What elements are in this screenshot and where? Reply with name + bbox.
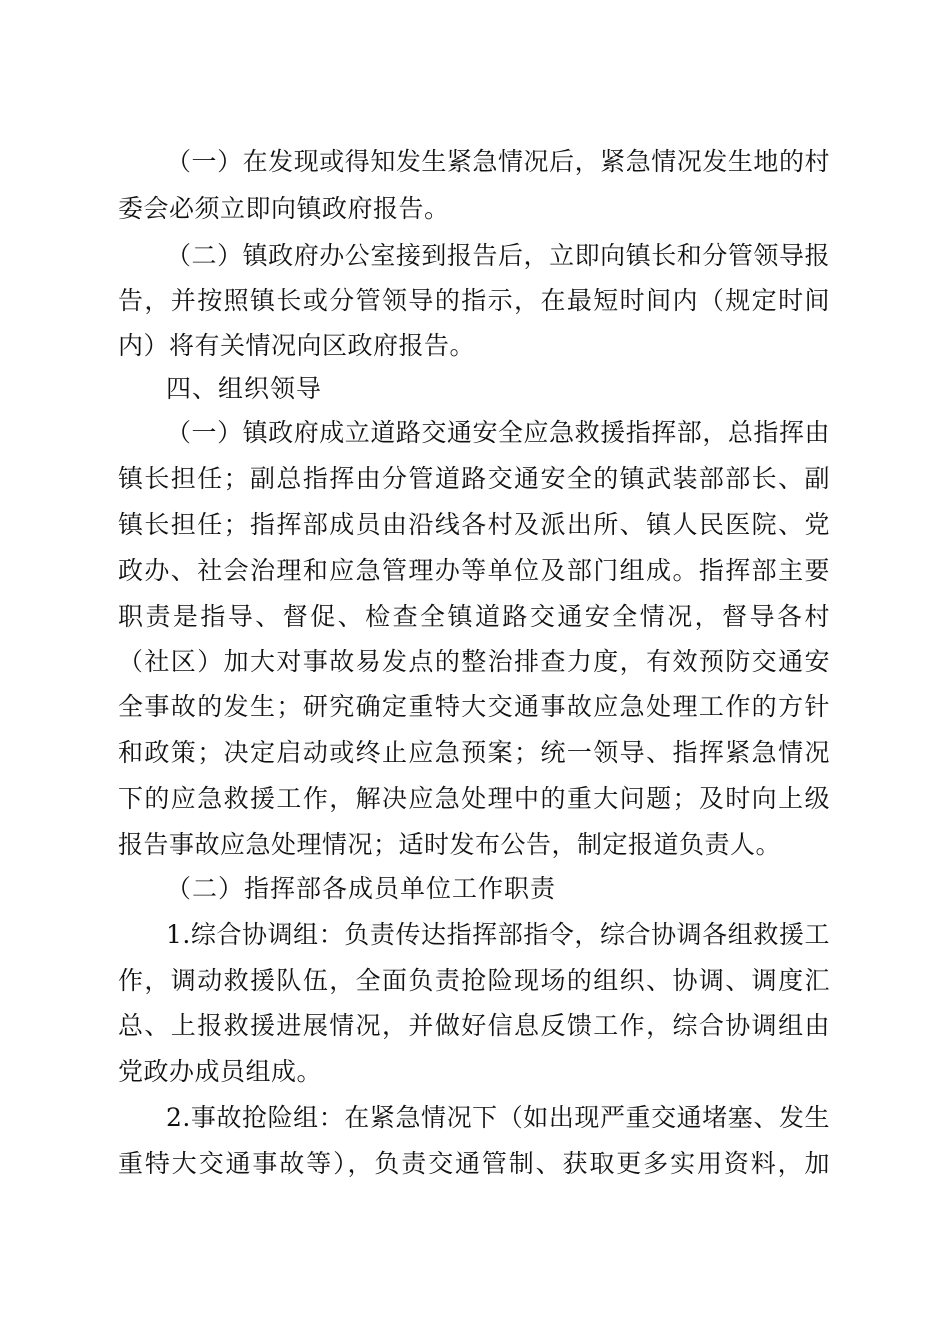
paragraph-line: 镇长担任；指挥部成员由沿线各村及派出所、镇人民医院、党 (118, 510, 830, 539)
paragraph-line: （二）镇政府办公室接到报告后，立即向镇长和分管领导报 (166, 241, 830, 270)
paragraph-line: （社区）加大对事故易发点的整治排查力度，有效预防交通安 (118, 647, 830, 676)
paragraph-line: 镇长担任；副总指挥由分管道路交通安全的镇武装部部长、副 (118, 464, 830, 493)
paragraph-line: （一）镇政府成立道路交通安全应急救援指挥部，总指挥由 (166, 418, 830, 447)
section-heading: 四、组织领导 (166, 374, 323, 403)
paragraph-line: 报告事故应急处理情况；适时发布公告，制定报道负责人。 (118, 830, 782, 859)
paragraph-line: 全事故的发生；研究确定重特大交通事故应急处理工作的方针 (118, 692, 830, 721)
paragraph-line: 告，并按照镇长或分管领导的指示，在最短时间内（规定时间 (118, 286, 830, 315)
paragraph-line: 作，调动救援队伍，全面负责抢险现场的组织、协调、调度汇 (118, 966, 830, 995)
subsection-heading: （二）指挥部各成员单位工作职责 (166, 874, 557, 903)
paragraph-line: 重特大交通事故等），负责交通管制、获取更多实用资料，加 (118, 1149, 830, 1178)
paragraph-line: （一）在发现或得知发生紧急情况后，紧急情况发生地的村 (166, 147, 830, 176)
paragraph-line: 2.事故抢险组：在紧急情况下（如出现严重交通堵塞、发生 (166, 1103, 830, 1132)
paragraph-line: 委会必须立即向镇政府报告。 (118, 194, 450, 223)
paragraph-line: 下的应急救援工作，解决应急处理中的重大问题；及时向上级 (118, 784, 830, 813)
paragraph-line: 职责是指导、督促、检查全镇道路交通安全情况，督导各村 (118, 602, 830, 631)
paragraph-line: 1.综合协调组：负责传达指挥部指令，综合协调各组救援工 (166, 920, 830, 949)
paragraph-line: 和政策；决定启动或终止应急预案；统一领导、指挥紧急情况 (118, 738, 830, 767)
paragraph-line: 政办、社会治理和应急管理办等单位及部门组成。指挥部主要 (118, 556, 830, 585)
paragraph-line: 内）将有关情况向区政府报告。 (118, 331, 476, 360)
paragraph-line: 总、上报救援进展情况，并做好信息反馈工作，综合协调组由 (118, 1011, 830, 1040)
paragraph-line: 党政办成员组成。 (118, 1057, 323, 1086)
